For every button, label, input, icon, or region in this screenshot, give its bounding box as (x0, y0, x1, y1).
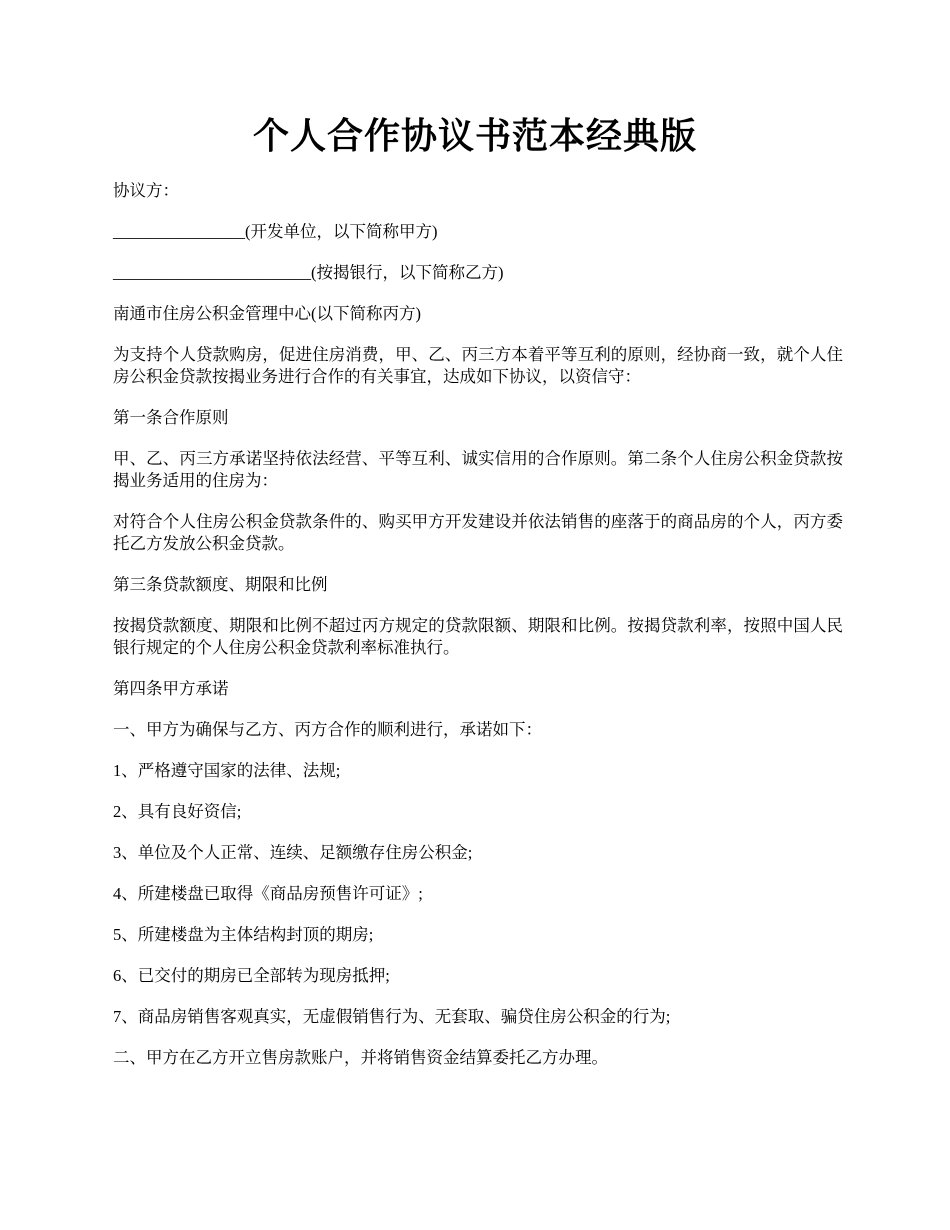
paragraph-party-b: ________________________(按揭银行，以下简称乙方) (113, 263, 504, 282)
list-item: 4、所建楼盘已取得《商品房预售许可证》; (113, 884, 423, 903)
list-item: 7、商品房销售客观真实，无虚假销售行为、无套取、骗贷住房公积金的行为; (113, 1007, 671, 1026)
article-4-heading: 第四条甲方承诺 (113, 679, 229, 698)
paragraph-article-3: 按揭贷款额度、期限和比例不超过丙方规定的贷款限额、期限和比例。按揭贷款利率，按照中国人民银行规定的个人住房公积金贷款利率标准执行。 (113, 616, 843, 657)
paragraph-parties-heading: 协议方： (113, 181, 179, 200)
paragraph-party-c: 南通市住房公积金管理中心(以下简称丙方) (113, 304, 421, 323)
document-body (113, 180, 843, 1088)
paragraph-party-a: ________________(开发单位，以下简称甲方) (113, 222, 438, 241)
list-item: 3、单位及个人正常、连续、足额缴存住房公积金; (113, 843, 473, 862)
paragraph-article-1: 甲、乙、丙三方承诺坚持依法经营、平等互利、诚实信用的合作原则。第二条个人住房公积金贷款按揭业务适用的住房为： (113, 449, 843, 490)
list-item: 2、具有良好资信; (113, 802, 242, 821)
document-title: 个人合作协议书范本经典版 (252, 116, 697, 156)
paragraph-preamble: 为支持个人贷款购房，促进住房消费，甲、乙、丙三方本着平等互利的原则，经协商一致，就个人住房公积金贷款按揭业务进行合作的有关事宜，达成如下协议，以资信守： (113, 345, 843, 386)
list-item: 1、严格遵守国家的法律、法规; (113, 761, 341, 780)
paragraph-article-4-part-2: 二、甲方在乙方开立售房款账户，并将销售资金结算委托乙方办理。 (113, 1048, 608, 1067)
article-1-heading: 第一条合作原则 (113, 408, 229, 427)
article-3-heading: 第三条贷款额度、期限和比例 (113, 575, 328, 594)
list-item: 6、已交付的期房已全部转为现房抵押; (113, 966, 390, 985)
list-item: 5、所建楼盘为主体结构封顶的期房; (113, 925, 374, 944)
paragraph-article-4-intro: 一、甲方为确保与乙方、丙方合作的顺利进行，承诺如下： (113, 720, 542, 739)
paragraph-article-2: 对符合个人住房公积金贷款条件的、购买甲方开发建设并依法销售的座落于的商品房的个人，丙方委托乙方发放公积金贷款。 (113, 512, 843, 553)
